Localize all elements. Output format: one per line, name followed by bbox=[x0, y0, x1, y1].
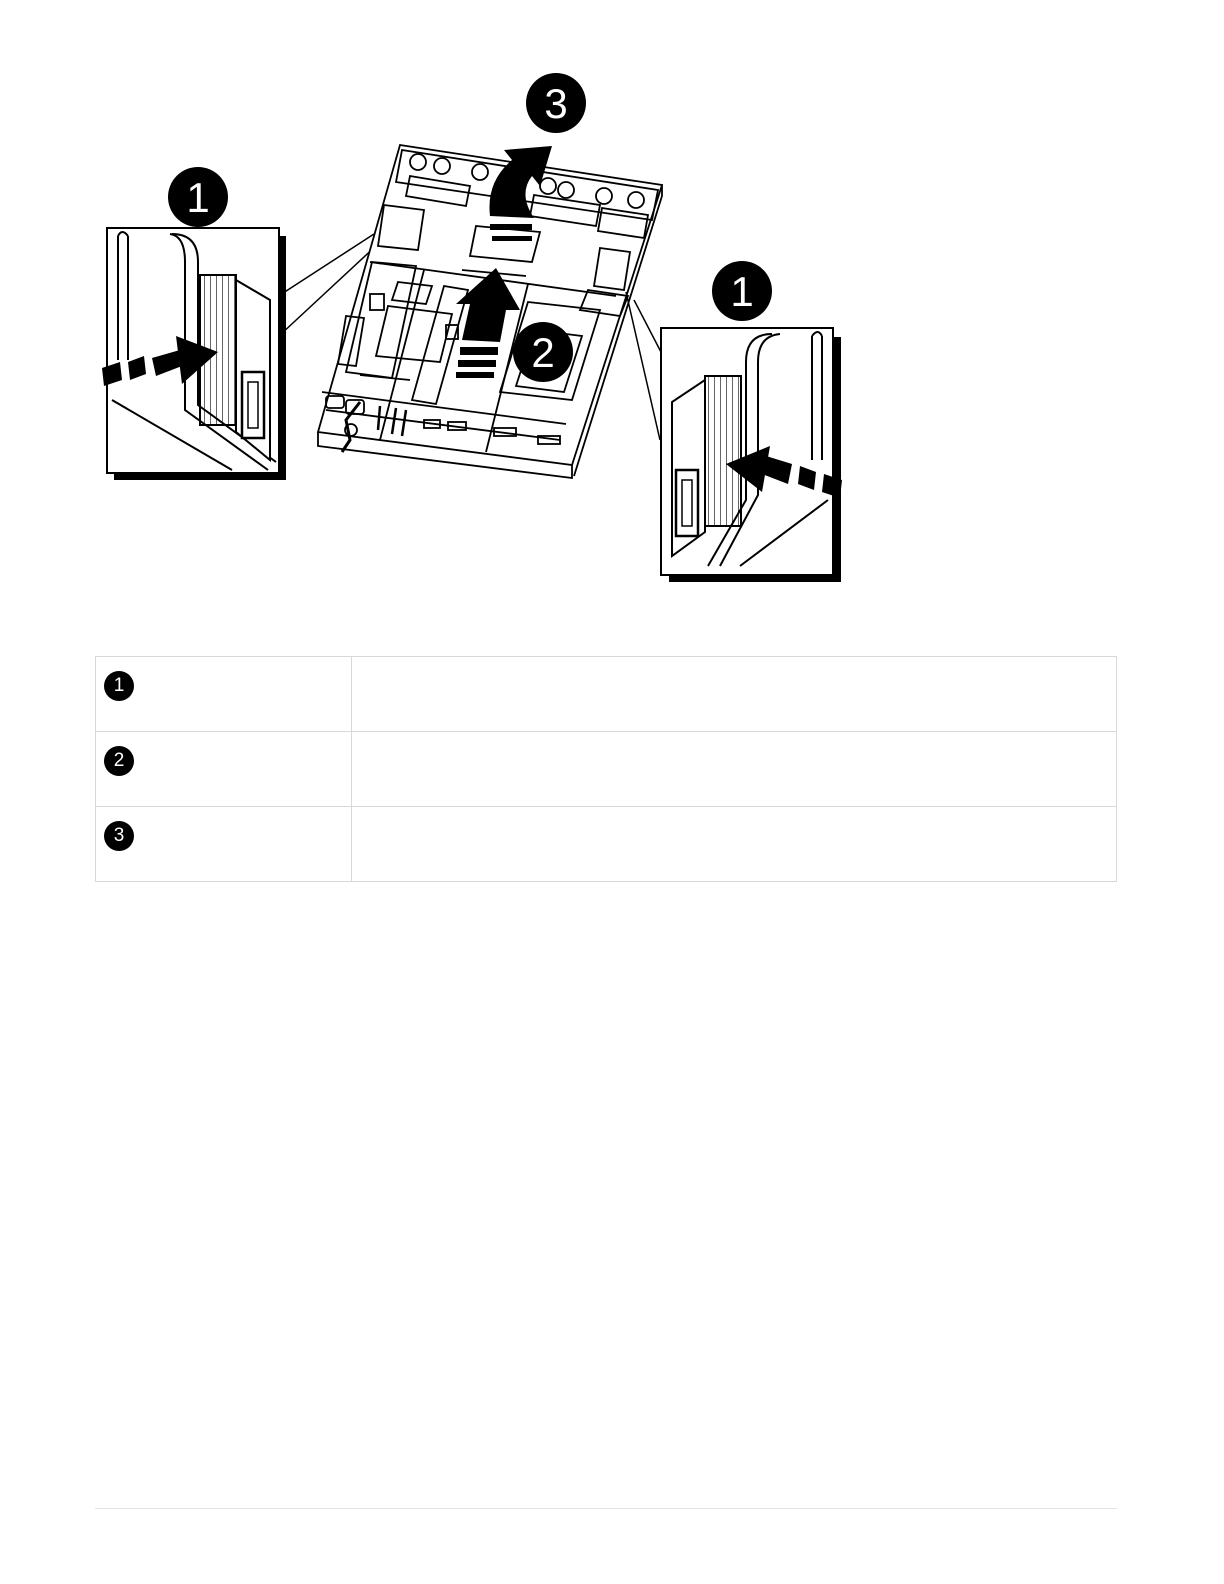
svg-text:1: 1 bbox=[730, 268, 754, 315]
callout-description bbox=[352, 732, 1117, 807]
svg-text:3: 3 bbox=[544, 80, 568, 127]
footer-divider bbox=[95, 1508, 1117, 1509]
callout-3 bbox=[526, 73, 586, 133]
right-latch-detail bbox=[661, 328, 842, 582]
table-row bbox=[96, 657, 1117, 732]
table-row bbox=[96, 807, 1117, 882]
callout-number-badge: 1 bbox=[104, 671, 134, 701]
callout-1-right bbox=[712, 261, 772, 321]
callout-1-left bbox=[168, 167, 228, 227]
callout-number-badge: 2 bbox=[104, 746, 134, 776]
svg-text:2: 2 bbox=[531, 329, 555, 376]
hardware-figure bbox=[0, 0, 1224, 620]
callout-2 bbox=[513, 322, 573, 382]
table-row bbox=[96, 732, 1117, 807]
svg-text:1: 1 bbox=[186, 174, 210, 221]
callout-legend-table bbox=[95, 656, 1117, 882]
left-latch-detail bbox=[102, 228, 286, 480]
callout-description bbox=[352, 657, 1117, 732]
callout-description bbox=[352, 807, 1117, 882]
callout-number-badge: 3 bbox=[104, 821, 134, 851]
riser-removal-illustration bbox=[0, 0, 1224, 620]
